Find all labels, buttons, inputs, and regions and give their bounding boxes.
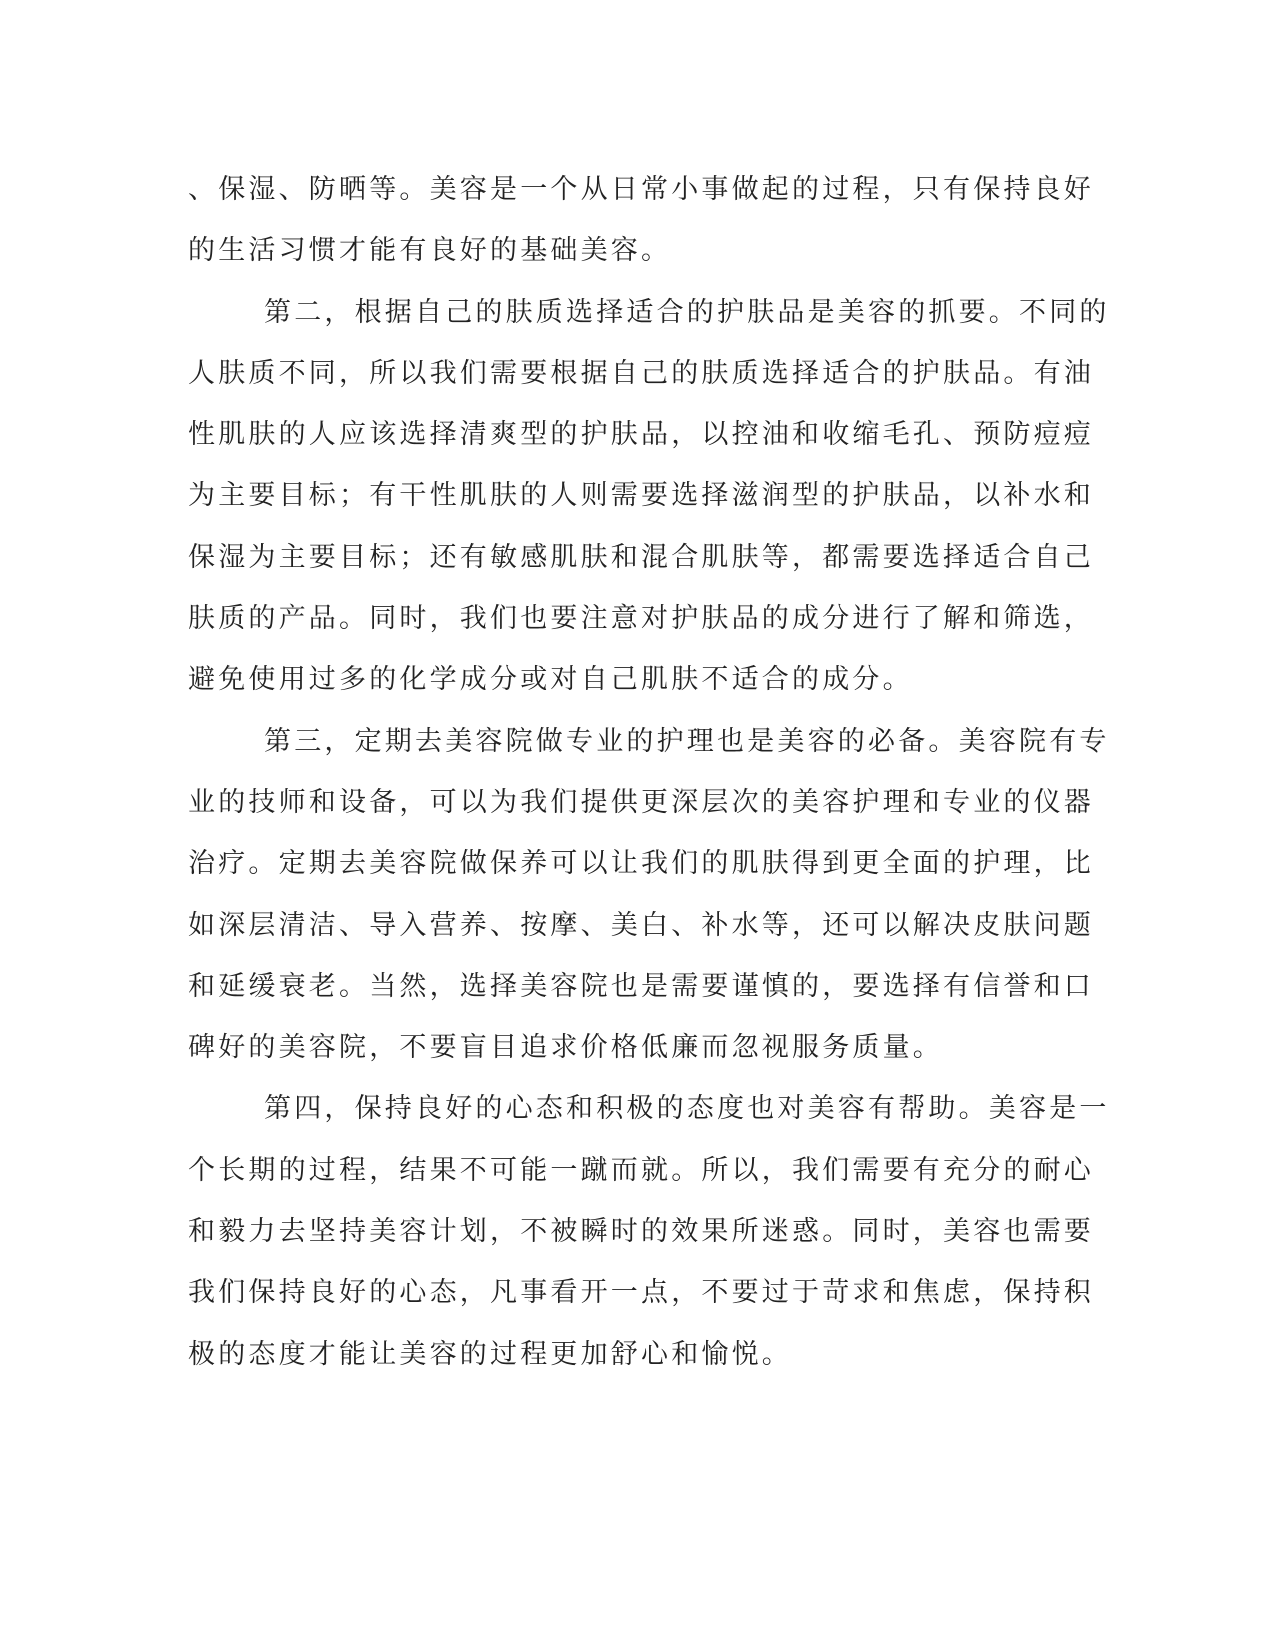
text-line: 治疗。定期去美容院做保养可以让我们的肌肤得到更全面的护理，比 (188, 848, 1094, 880)
text-line: 和延缓衰老。当然，选择美容院也是需要谨慎的，要选择有信誉和口 (188, 970, 1094, 1002)
text-line: 人肤质不同，所以我们需要根据自己的肤质选择适合的护肤品。有油 (188, 357, 1094, 389)
paragraph-2 (188, 282, 1110, 711)
text-line: 为主要目标；有干性肌肤的人则需要选择滋润型的护肤品，以补水和 (188, 480, 1094, 512)
text-line: 第三，定期去美容院做专业的护理也是美容的必备。美容院有专 (264, 725, 1110, 757)
text-line: 第二，根据自己的肤质选择适合的护肤品是美容的抓要。不同的 (264, 296, 1110, 328)
text-line: 极的态度才能让美容的过程更加舒心和愉悦。 (188, 1338, 792, 1370)
paragraph-3 (188, 711, 1110, 1079)
text-line: 和毅力去坚持美容计划，不被瞬时的效果所迷惑。同时，美容也需要 (188, 1216, 1094, 1248)
text-line: 避免使用过多的化学成分或对自己肌肤不适合的成分。 (188, 664, 913, 696)
text-line: 、保湿、防晒等。美容是一个从日常小事做起的过程，只有保持良好 (188, 174, 1094, 205)
text-line: 个长期的过程，结果不可能一蹴而就。所以，我们需要有充分的耐心 (188, 1154, 1094, 1186)
text-line: 保湿为主要目标；还有敏感肌肤和混合肌肤等，都需要选择适合自己 (188, 541, 1094, 573)
text-line: 如深层清洁、导入营养、按摩、美白、补水等，还可以解决皮肤问题 (188, 909, 1094, 941)
text-line: 性肌肤的人应该选择清爽型的护肤品，以控油和收缩毛孔、预防痘痘 (188, 419, 1094, 451)
text-line: 业的技师和设备，可以为我们提供更深层次的美容护理和专业的仪器 (188, 786, 1094, 818)
body-text (188, 159, 1110, 1385)
text-line: 的生活习惯才能有良好的基础美容。 (188, 235, 672, 267)
paragraph-1 (188, 159, 1094, 282)
text-line: 第四，保持良好的心态和积极的态度也对美容有帮助。美容是一 (264, 1093, 1110, 1125)
text-line: 肤质的产品。同时，我们也要注意对护肤品的成分进行了解和筛选， (188, 603, 1094, 635)
text-line: 我们保持良好的心态，凡事看开一点，不要过于苛求和焦虑，保持积 (188, 1277, 1094, 1309)
text-line: 碑好的美容院，不要盲目追求价格低廉而忽视服务质量。 (188, 1032, 943, 1064)
paragraph-4 (188, 1078, 1110, 1384)
